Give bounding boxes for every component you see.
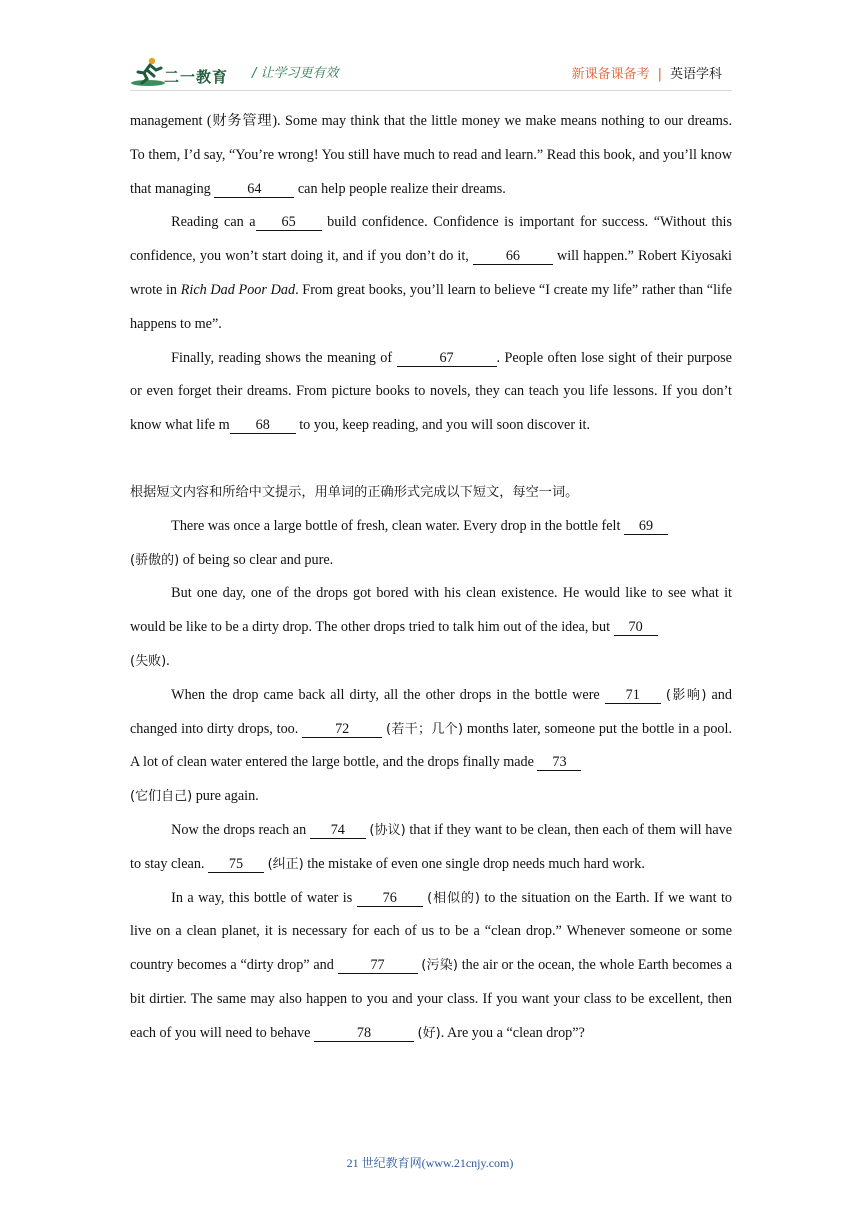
header-divider: | bbox=[657, 67, 662, 82]
text: to the situation on the Earth. If we want to live on a clean planet, it is necessary for each of us to be a “clean drop.” Whenever someone or some country becomes a “dirty drop” and bbox=[130, 889, 733, 974]
blank-72: 72 bbox=[302, 721, 382, 738]
paragraph bbox=[130, 577, 732, 678]
blank-73: 73 bbox=[537, 754, 581, 771]
text: and changed into dirty drops, too. bbox=[130, 686, 732, 737]
text: Now the drops reach an bbox=[171, 821, 310, 838]
text: There was once a large bottle of fresh, clean water. Every drop in the bottle felt bbox=[171, 517, 624, 534]
header-rule bbox=[130, 90, 732, 91]
blank-74: 74 bbox=[310, 822, 366, 839]
paragraph bbox=[130, 882, 732, 1051]
course-tag: 新课备课备考 bbox=[571, 67, 650, 82]
text: In a way, this bottle of water is bbox=[171, 889, 357, 906]
hint: (纠正) bbox=[267, 856, 304, 872]
section-gap bbox=[130, 443, 732, 476]
text: that if they want to be clean, then each of them will have to stay clean. bbox=[130, 821, 733, 872]
document-body bbox=[130, 105, 732, 1051]
hint: (失败) bbox=[130, 653, 167, 669]
text: Reading can a bbox=[171, 214, 256, 231]
book-title: Rich Dad Poor Dad bbox=[180, 281, 296, 298]
blank-65: 65 bbox=[256, 214, 322, 231]
hint: (若干；几个) bbox=[386, 721, 464, 737]
text: . Are you a “clean drop”? bbox=[440, 1024, 585, 1041]
text: months later, someone put the bottle in a pool. A lot of clean water entered the large bottle, and the drops finally made bbox=[130, 720, 732, 771]
text: . From great books, you’ll learn to believe “I create my life” rather than “life happens to me”. bbox=[130, 281, 733, 332]
blank-68: 68 bbox=[230, 417, 296, 434]
brand-logo bbox=[130, 56, 240, 88]
blank-71: 71 bbox=[605, 687, 661, 704]
text: management (财务管理). Some may think that the little money we make means nothing to our dreams. To them, I’d say, “You’re wrong! You still have much to read and learn.” Read this book, and you’ll know that managing bbox=[130, 113, 732, 197]
hint: (协议) bbox=[369, 822, 406, 838]
hint: (它们自己) bbox=[130, 789, 193, 805]
text: can help people realize their dreams. bbox=[294, 180, 506, 197]
text: will happen.” Robert Kiyosaki wrote in bbox=[130, 248, 732, 298]
text: . People often lose sight of their purpose or even forget their dreams. From picture books to novels, they can teach you life lessons. If you don’t know what life m bbox=[130, 349, 732, 434]
paragraph bbox=[130, 206, 732, 341]
page-footer[interactable]: 21 世纪教育网(www.21cnjy.com) bbox=[346, 1156, 514, 1170]
text: build confidence. Confidence is important for success. “Without this confidence, you won’t start doing it, and if you don’t do it, bbox=[130, 214, 733, 265]
paragraph bbox=[130, 342, 732, 443]
paragraph bbox=[130, 105, 732, 206]
blank-66: 66 bbox=[473, 248, 553, 265]
header-tags bbox=[572, 63, 722, 82]
paragraph bbox=[130, 679, 732, 814]
hint: (骄傲的) bbox=[130, 552, 180, 568]
blank-78: 78 bbox=[314, 1025, 414, 1042]
hint: (污染) bbox=[421, 958, 458, 974]
brand-name: 二一教育 bbox=[164, 68, 229, 86]
paragraph bbox=[130, 814, 732, 882]
hint: (好) bbox=[417, 1025, 441, 1041]
blank-64: 64 bbox=[214, 181, 294, 198]
blank-77: 77 bbox=[338, 957, 418, 974]
text: . bbox=[166, 652, 170, 669]
paragraph bbox=[130, 510, 732, 578]
blank-70: 70 bbox=[614, 619, 658, 636]
text: When the drop came back all dirty, all the other drops in the bottle were bbox=[171, 686, 605, 703]
hint: (相似的) bbox=[427, 890, 480, 906]
text: the mistake of even one single drop needs much hard work. bbox=[303, 855, 645, 872]
blank-75: 75 bbox=[208, 856, 264, 873]
hint: (影响) bbox=[665, 687, 707, 703]
blank-76: 76 bbox=[357, 890, 423, 907]
brand-slogan: / 让学习更有效 bbox=[252, 66, 339, 81]
text: of being so clear and pure. bbox=[179, 551, 334, 568]
text: But one day, one of the drops got bored with his clean existence. He would like to see what it would be like to be a dirty drop. The other drops tried to talk him out of the idea, but bbox=[130, 585, 732, 636]
text: the air or the ocean, the whole Earth becomes a bit dirtier. The same may also happen to you and your class. If you want your class to be excellent, then each of you will need to behave bbox=[130, 957, 732, 1041]
page-header bbox=[130, 52, 732, 92]
runner-icon bbox=[130, 56, 166, 88]
blank-69: 69 bbox=[624, 518, 668, 535]
text: to you, keep reading, and you will soon discover it. bbox=[295, 417, 591, 434]
instruction: 根据短文内容和所给中文提示，用单词的正确形式完成以下短文，每空一词。 bbox=[130, 484, 579, 500]
text: Finally, reading shows the meaning of bbox=[171, 349, 397, 366]
blank-67: 67 bbox=[397, 350, 497, 367]
text: pure again. bbox=[192, 788, 259, 805]
subject-label: 英语学科 bbox=[669, 67, 722, 82]
